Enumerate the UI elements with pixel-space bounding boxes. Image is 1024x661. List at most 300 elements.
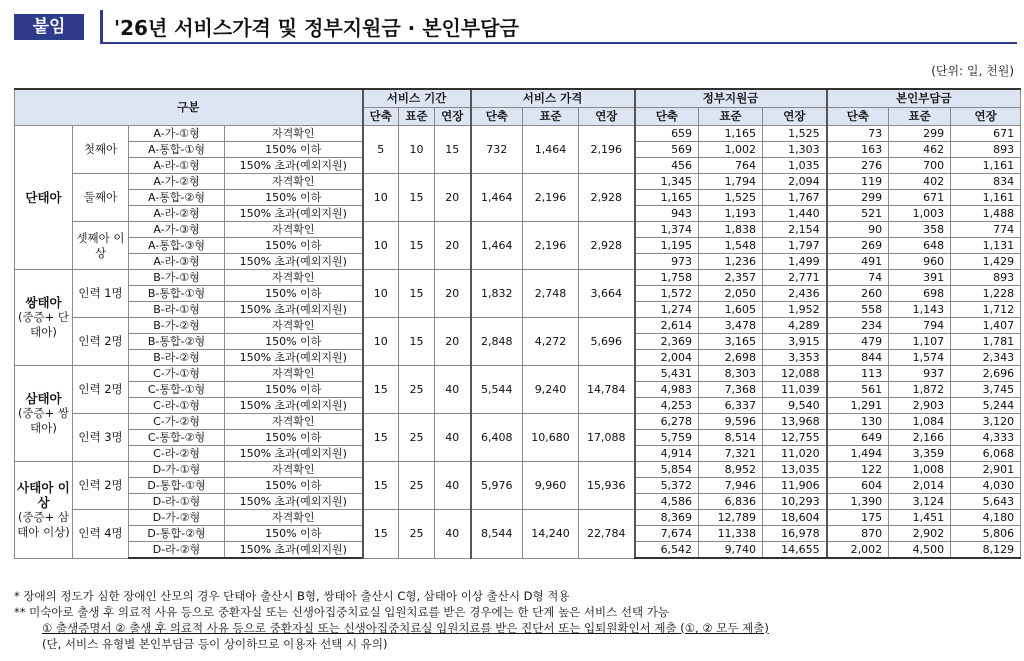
- self-standard-header: 표준: [889, 108, 951, 126]
- gov-support-extended: 11,020: [763, 446, 827, 462]
- self-pay-short: 870: [827, 526, 889, 542]
- eligibility-condition: 자격확인: [225, 318, 363, 334]
- service-price-header: 서비스 가격: [471, 89, 635, 108]
- gov-support-short: 8,369: [635, 510, 699, 526]
- eligibility-condition: 150% 초과(예외지원): [225, 254, 363, 270]
- eligibility-condition: 자격확인: [225, 510, 363, 526]
- gov-support-standard: 1,794: [699, 174, 763, 190]
- self-pay-extended: 1,131: [951, 238, 1021, 254]
- gov-support-short: 2,369: [635, 334, 699, 350]
- gov-support-extended: 2,771: [763, 270, 827, 286]
- price-extended: 17,088: [579, 414, 635, 462]
- self-pay-extended: 5,643: [951, 494, 1021, 510]
- gov-support-short: 456: [635, 158, 699, 174]
- service-type: D-라-①형: [129, 494, 225, 510]
- eligibility-condition: 150% 이하: [225, 190, 363, 206]
- table-row: [15, 318, 1021, 334]
- gov-support-standard: 7,368: [699, 382, 763, 398]
- price-standard: 10,680: [523, 414, 579, 462]
- group-label-cell: [15, 462, 73, 559]
- eligibility-condition: 150% 초과(예외지원): [225, 158, 363, 174]
- self-pay-short: 276: [827, 158, 889, 174]
- gov-support-short: 1,165: [635, 190, 699, 206]
- service-type: A-가-①형: [129, 126, 225, 142]
- gov-support-short: 5,759: [635, 430, 699, 446]
- price-short: 5,544: [471, 366, 523, 414]
- eligibility-condition: 150% 이하: [225, 334, 363, 350]
- period-standard: 25: [399, 414, 435, 462]
- table-row: [15, 270, 1021, 286]
- eligibility-condition: 150% 이하: [225, 382, 363, 398]
- service-type: D-가-①형: [129, 462, 225, 478]
- self-pay-short: 299: [827, 190, 889, 206]
- gov-support-standard: 1,605: [699, 302, 763, 318]
- service-type: B-가-①형: [129, 270, 225, 286]
- period-short: 10: [363, 318, 399, 366]
- gov-support-standard: 7,321: [699, 446, 763, 462]
- self-pay-standard: 1,003: [889, 206, 951, 222]
- period-extended: 40: [435, 366, 471, 414]
- price-short: 1,464: [471, 174, 523, 222]
- service-type: D-통합-②형: [129, 526, 225, 542]
- self-pay-standard: 937: [889, 366, 951, 382]
- self-pay-extended: 6,068: [951, 446, 1021, 462]
- eligibility-condition: 150% 이하: [225, 238, 363, 254]
- gov-support-standard: 1,002: [699, 142, 763, 158]
- gov-support-short: 1,274: [635, 302, 699, 318]
- service-type: C-라-①형: [129, 398, 225, 414]
- price-extended: 22,784: [579, 510, 635, 559]
- gov-support-standard: 764: [699, 158, 763, 174]
- gov-support-extended: 2,436: [763, 286, 827, 302]
- self-pay-extended: 671: [951, 126, 1021, 142]
- gov-support-standard: 8,514: [699, 430, 763, 446]
- child-label: 인력 4명: [73, 510, 129, 559]
- period-extended-header: 연장: [435, 108, 471, 126]
- gov-support-short: 1,374: [635, 222, 699, 238]
- period-standard: 25: [399, 366, 435, 414]
- gov-support-extended: 13,035: [763, 462, 827, 478]
- price-extended: 3,664: [579, 270, 635, 318]
- gov-support-short: 943: [635, 206, 699, 222]
- price-short: 6,408: [471, 414, 523, 462]
- price-standard: 1,464: [523, 126, 579, 174]
- eligibility-condition: 150% 초과(예외지원): [225, 446, 363, 462]
- gov-support-short: 1,345: [635, 174, 699, 190]
- self-pay-standard: 402: [889, 174, 951, 190]
- gov-support-standard: 1,548: [699, 238, 763, 254]
- gov-support-short: 5,372: [635, 478, 699, 494]
- eligibility-condition: 자격확인: [225, 462, 363, 478]
- price-extended: 2,928: [579, 174, 635, 222]
- period-extended: 20: [435, 270, 471, 318]
- self-pay-extended: 1,161: [951, 158, 1021, 174]
- group-label: 단태아: [25, 190, 62, 205]
- self-pay-short: 604: [827, 478, 889, 494]
- gov-support-extended: 1,440: [763, 206, 827, 222]
- unit-label: (단위: 일, 천원): [931, 64, 1014, 78]
- eligibility-condition: 150% 초과(예외지원): [225, 302, 363, 318]
- self-pay-standard: 960: [889, 254, 951, 270]
- header-row-1: [15, 89, 1021, 108]
- service-type: A-통합-①형: [129, 142, 225, 158]
- self-pay-short: 119: [827, 174, 889, 190]
- service-type: A-통합-③형: [129, 238, 225, 254]
- self-pay-extended: 4,030: [951, 478, 1021, 494]
- eligibility-condition: 150% 이하: [225, 526, 363, 542]
- self-pay-extended: 3,120: [951, 414, 1021, 430]
- self-pay-standard: 1,084: [889, 414, 951, 430]
- category-header: 구분: [15, 89, 363, 126]
- gov-support-standard: 2,357: [699, 270, 763, 286]
- gov-support-extended: 2,094: [763, 174, 827, 190]
- gov-support-standard: 1,236: [699, 254, 763, 270]
- service-type: A-라-②형: [129, 206, 225, 222]
- self-pay-header: 본인부담금: [827, 89, 1021, 108]
- gov-support-standard: 6,836: [699, 494, 763, 510]
- service-type: D-라-②형: [129, 542, 225, 559]
- price-short-header: 단축: [471, 108, 523, 126]
- price-standard: 14,240: [523, 510, 579, 559]
- group-sublabel: (중증+ 삼태아 이상): [17, 509, 70, 539]
- gov-support-standard: 1,525: [699, 190, 763, 206]
- gov-support-extended: 1,952: [763, 302, 827, 318]
- price-standard: 2,748: [523, 270, 579, 318]
- header: [14, 8, 1014, 48]
- group-label: 사태아 이상: [17, 479, 70, 510]
- service-type: B-통합-②형: [129, 334, 225, 350]
- self-pay-extended: 1,228: [951, 286, 1021, 302]
- gov-support-extended: 1,797: [763, 238, 827, 254]
- price-extended-header: 연장: [579, 108, 635, 126]
- self-pay-short: 74: [827, 270, 889, 286]
- price-short: 8,544: [471, 510, 523, 559]
- gov-support-extended: 1,303: [763, 142, 827, 158]
- period-extended: 15: [435, 126, 471, 174]
- child-label: 인력 2명: [73, 462, 129, 510]
- eligibility-condition: 150% 초과(예외지원): [225, 494, 363, 510]
- period-extended: 40: [435, 414, 471, 462]
- group-label: 쌍태아: [25, 295, 62, 310]
- self-pay-extended: 1,712: [951, 302, 1021, 318]
- period-standard: 10: [399, 126, 435, 174]
- self-pay-short: 649: [827, 430, 889, 446]
- self-pay-short: 234: [827, 318, 889, 334]
- gov-support-standard: 9,596: [699, 414, 763, 430]
- gov-support-short: 1,572: [635, 286, 699, 302]
- group-sublabel: (중증+ 쌍태아): [17, 406, 70, 435]
- self-pay-standard: 2,166: [889, 430, 951, 446]
- group-sublabel: (중증+ 단태아): [17, 310, 70, 339]
- service-type: D-가-②형: [129, 510, 225, 526]
- price-extended: 2,928: [579, 222, 635, 270]
- service-type: C-가-①형: [129, 366, 225, 382]
- price-extended: 14,784: [579, 366, 635, 414]
- gov-support-extended: 1,035: [763, 158, 827, 174]
- self-pay-extended: 5,244: [951, 398, 1021, 414]
- eligibility-condition: 자격확인: [225, 270, 363, 286]
- eligibility-condition: 자격확인: [225, 414, 363, 430]
- gov-support-short: 2,004: [635, 350, 699, 366]
- gov-support-short: 6,278: [635, 414, 699, 430]
- self-pay-short: 479: [827, 334, 889, 350]
- period-extended: 20: [435, 318, 471, 366]
- child-label: 인력 1명: [73, 270, 129, 318]
- self-pay-extended: 2,696: [951, 366, 1021, 382]
- eligibility-condition: 150% 초과(예외지원): [225, 398, 363, 414]
- price-extended: 5,696: [579, 318, 635, 366]
- service-type: C-가-②형: [129, 414, 225, 430]
- period-short-header: 단축: [363, 108, 399, 126]
- page-title: '26년 서비스가격 및 정부지원금 · 본인부담금: [114, 16, 519, 40]
- self-pay-short: 558: [827, 302, 889, 318]
- self-pay-standard: 2,903: [889, 398, 951, 414]
- self-pay-standard: 391: [889, 270, 951, 286]
- self-pay-short: 113: [827, 366, 889, 382]
- footnote-1: * 장애의 정도가 심한 장애인 산모의 경우 단태아 출산시 B형, 쌍태아 출산시 C형, 삼태아 이상 출산시 D형 적용: [14, 589, 570, 603]
- self-pay-short: 260: [827, 286, 889, 302]
- price-standard: 2,196: [523, 222, 579, 270]
- self-pay-extended: 1,781: [951, 334, 1021, 350]
- gov-support-standard: 2,050: [699, 286, 763, 302]
- period-standard: 25: [399, 462, 435, 510]
- eligibility-condition: 자격확인: [225, 222, 363, 238]
- self-pay-standard: 1,872: [889, 382, 951, 398]
- gov-support-standard: 1,193: [699, 206, 763, 222]
- price-standard: 9,240: [523, 366, 579, 414]
- gov-support-standard: 6,337: [699, 398, 763, 414]
- self-pay-standard: 1,574: [889, 350, 951, 366]
- self-pay-extended: 3,745: [951, 382, 1021, 398]
- footnotes: [14, 588, 1014, 652]
- price-extended: 15,936: [579, 462, 635, 510]
- eligibility-condition: 150% 이하: [225, 430, 363, 446]
- self-pay-short: 175: [827, 510, 889, 526]
- self-pay-standard: 671: [889, 190, 951, 206]
- gov-support-short: 4,253: [635, 398, 699, 414]
- self-pay-standard: 794: [889, 318, 951, 334]
- gov-support-short: 973: [635, 254, 699, 270]
- self-pay-extended: 5,806: [951, 526, 1021, 542]
- group-label-cell: [15, 126, 73, 270]
- self-pay-standard: 2,014: [889, 478, 951, 494]
- service-type: C-통합-②형: [129, 430, 225, 446]
- gov-support-extended: 11,039: [763, 382, 827, 398]
- eligibility-condition: 자격확인: [225, 366, 363, 382]
- self-pay-standard: 3,124: [889, 494, 951, 510]
- period-extended: 40: [435, 510, 471, 559]
- period-short: 10: [363, 222, 399, 270]
- gov-support-extended: 11,906: [763, 478, 827, 494]
- gov-support-short: 569: [635, 142, 699, 158]
- self-pay-short: 122: [827, 462, 889, 478]
- table-row: [15, 462, 1021, 478]
- self-pay-short: 1,494: [827, 446, 889, 462]
- gov-support-short: 5,854: [635, 462, 699, 478]
- self-pay-standard: 1,451: [889, 510, 951, 526]
- gov-support-short: 4,914: [635, 446, 699, 462]
- self-pay-extended: 4,180: [951, 510, 1021, 526]
- period-standard: 15: [399, 222, 435, 270]
- gov-support-extended: 1,767: [763, 190, 827, 206]
- self-pay-extended: 1,407: [951, 318, 1021, 334]
- self-pay-extended: 893: [951, 270, 1021, 286]
- attachment-badge: 붙임: [14, 14, 84, 40]
- gov-support-extended: 12,755: [763, 430, 827, 446]
- child-label: 셋째아 이상: [73, 222, 129, 270]
- self-pay-extended: 1,161: [951, 190, 1021, 206]
- gov-short-header: 단축: [635, 108, 699, 126]
- self-pay-short: 163: [827, 142, 889, 158]
- gov-support-header: 정부지원금: [635, 89, 827, 108]
- self-pay-standard: 1,008: [889, 462, 951, 478]
- service-type: A-가-③형: [129, 222, 225, 238]
- self-pay-extended: 774: [951, 222, 1021, 238]
- self-pay-short: 73: [827, 126, 889, 142]
- service-type: B-라-②형: [129, 350, 225, 366]
- self-pay-extended: 893: [951, 142, 1021, 158]
- period-standard: 15: [399, 318, 435, 366]
- self-pay-standard: 358: [889, 222, 951, 238]
- service-type: A-가-②형: [129, 174, 225, 190]
- service-type: B-가-②형: [129, 318, 225, 334]
- self-pay-short: 561: [827, 382, 889, 398]
- gov-support-short: 1,195: [635, 238, 699, 254]
- service-type: A-통합-②형: [129, 190, 225, 206]
- eligibility-condition: 150% 이하: [225, 142, 363, 158]
- self-pay-short: 130: [827, 414, 889, 430]
- table-body: [15, 126, 1021, 559]
- eligibility-condition: 자격확인: [225, 126, 363, 142]
- self-pay-short: 269: [827, 238, 889, 254]
- table-row: [15, 222, 1021, 238]
- period-extended: 20: [435, 222, 471, 270]
- price-standard: 4,272: [523, 318, 579, 366]
- footnote-4: (단, 서비스 유형별 본인부담금 등이 상이하므로 이용자 선택 시 유의): [42, 637, 388, 651]
- gov-support-extended: 13,968: [763, 414, 827, 430]
- gov-support-short: 659: [635, 126, 699, 142]
- self-pay-standard: 3,359: [889, 446, 951, 462]
- eligibility-condition: 자격확인: [225, 174, 363, 190]
- self-pay-extended: 1,429: [951, 254, 1021, 270]
- table-row: [15, 414, 1021, 430]
- child-label: 인력 3명: [73, 414, 129, 462]
- self-pay-standard: 700: [889, 158, 951, 174]
- table-row: [15, 510, 1021, 526]
- period-short: 15: [363, 510, 399, 559]
- price-short: 1,464: [471, 222, 523, 270]
- price-short: 5,976: [471, 462, 523, 510]
- gov-support-extended: 14,655: [763, 542, 827, 559]
- gov-support-standard: 7,946: [699, 478, 763, 494]
- gov-support-standard: 3,165: [699, 334, 763, 350]
- self-pay-extended: 8,129: [951, 542, 1021, 559]
- gov-support-standard: 9,740: [699, 542, 763, 559]
- price-extended: 2,196: [579, 126, 635, 174]
- eligibility-condition: 150% 초과(예외지원): [225, 350, 363, 366]
- price-standard-header: 표준: [523, 108, 579, 126]
- gov-support-standard: 12,789: [699, 510, 763, 526]
- period-short: 15: [363, 366, 399, 414]
- period-standard: 15: [399, 270, 435, 318]
- gov-support-extended: 12,088: [763, 366, 827, 382]
- gov-support-extended: 1,499: [763, 254, 827, 270]
- self-pay-short: 2,002: [827, 542, 889, 559]
- self-pay-standard: 462: [889, 142, 951, 158]
- period-standard: 15: [399, 174, 435, 222]
- self-pay-standard: 1,107: [889, 334, 951, 350]
- group-label-cell: [15, 366, 73, 462]
- gov-support-standard: 1,838: [699, 222, 763, 238]
- table-row: [15, 126, 1021, 142]
- service-type: B-통합-①형: [129, 286, 225, 302]
- footnote-3: ① 출생증명서 ② 출생 후 의료적 사유 등으로 중환자실 또는 신생아집중치료실 입원치료를 받은 진단서 또는 입퇴원확인서 제출 (①, ② 모두 제출): [42, 621, 769, 635]
- gov-standard-header: 표준: [699, 108, 763, 126]
- gov-support-short: 6,542: [635, 542, 699, 559]
- self-pay-standard: 1,143: [889, 302, 951, 318]
- service-type: A-라-③형: [129, 254, 225, 270]
- service-type: A-라-①형: [129, 158, 225, 174]
- table-row: [15, 366, 1021, 382]
- service-type: B-라-①형: [129, 302, 225, 318]
- gov-support-extended: 3,915: [763, 334, 827, 350]
- gov-support-standard: 2,698: [699, 350, 763, 366]
- gov-support-extended: 3,353: [763, 350, 827, 366]
- self-pay-short: 90: [827, 222, 889, 238]
- group-label: 삼태아: [25, 391, 62, 406]
- gov-support-extended: 1,525: [763, 126, 827, 142]
- child-label: 인력 2명: [73, 366, 129, 414]
- gov-support-standard: 3,478: [699, 318, 763, 334]
- price-standard: 9,960: [523, 462, 579, 510]
- self-pay-short: 521: [827, 206, 889, 222]
- child-label: 둘째아: [73, 174, 129, 222]
- gov-support-short: 5,431: [635, 366, 699, 382]
- period-short: 5: [363, 126, 399, 174]
- gov-extended-header: 연장: [763, 108, 827, 126]
- eligibility-condition: 150% 초과(예외지원): [225, 206, 363, 222]
- service-type: C-라-②형: [129, 446, 225, 462]
- price-table: [14, 88, 1021, 559]
- self-pay-short: 844: [827, 350, 889, 366]
- period-short: 15: [363, 462, 399, 510]
- self-pay-extended: 1,488: [951, 206, 1021, 222]
- eligibility-condition: 150% 이하: [225, 478, 363, 494]
- self-extended-header: 연장: [951, 108, 1021, 126]
- price-short: 1,832: [471, 270, 523, 318]
- self-pay-extended: 4,333: [951, 430, 1021, 446]
- gov-support-extended: 18,604: [763, 510, 827, 526]
- gov-support-extended: 9,540: [763, 398, 827, 414]
- service-type: D-통합-①형: [129, 478, 225, 494]
- eligibility-condition: 150% 이하: [225, 286, 363, 302]
- period-standard: 25: [399, 510, 435, 559]
- period-extended: 40: [435, 462, 471, 510]
- gov-support-standard: 8,303: [699, 366, 763, 382]
- gov-support-standard: 1,165: [699, 126, 763, 142]
- period-short: 10: [363, 174, 399, 222]
- group-label-cell: [15, 270, 73, 366]
- gov-support-short: 1,758: [635, 270, 699, 286]
- service-type: C-통합-①형: [129, 382, 225, 398]
- self-pay-standard: 4,500: [889, 542, 951, 559]
- footnote-2: ** 미숙아로 출생 후 의료적 사유 등으로 중환자실 또는 신생아집중치료실 입원치료를 받은 경우에는 한 단계 높은 서비스 선택 가능: [14, 605, 669, 619]
- gov-support-standard: 11,338: [699, 526, 763, 542]
- gov-support-extended: 4,289: [763, 318, 827, 334]
- self-pay-standard: 648: [889, 238, 951, 254]
- gov-support-short: 4,983: [635, 382, 699, 398]
- self-short-header: 단축: [827, 108, 889, 126]
